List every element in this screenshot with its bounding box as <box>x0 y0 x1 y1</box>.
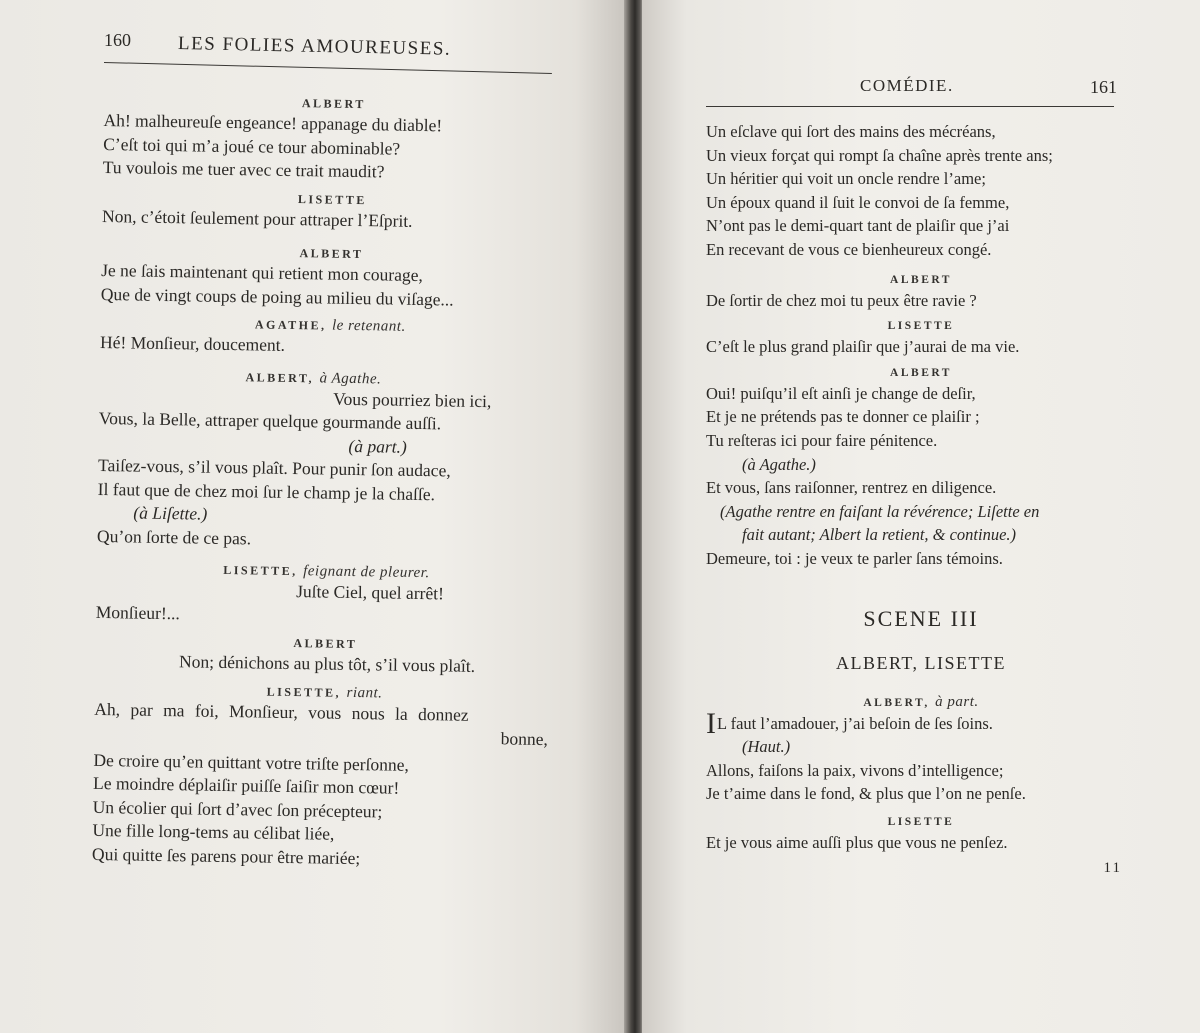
verse-line: Oui! puiſqu’il eſt ainſi je change de deſir, <box>706 383 976 403</box>
verse-line: Que de vingt coups de poing au milieu du viſage... <box>100 283 454 310</box>
stage-direction: (à part.) <box>348 435 407 457</box>
stage-direction: riant. <box>346 684 383 701</box>
verse-line: Et je ne prétends pas te donner ce plaiſir ; <box>706 407 980 427</box>
header-rule <box>104 62 552 74</box>
verse-line: En recevant de vous ce bienheureux congé. <box>706 239 992 259</box>
speaker-name: LISETTE, feignant de pleurer. <box>223 562 430 582</box>
verse-line: Vous pourriez bien ici, <box>333 388 492 411</box>
page-number: 160 <box>104 30 131 50</box>
verse-line: Hé! Monſieur, doucement. <box>99 331 286 355</box>
book-gutter <box>624 0 644 1033</box>
verse-line: Un vieux forçat qui rompt ſa chaîne après trente ans; <box>706 145 1053 165</box>
verse-text: L faut l’amadouer, j’ai beſoin de ſes ſoins. <box>717 713 993 733</box>
drop-cap: I <box>706 706 716 740</box>
speaker-name: ALBERT <box>301 96 366 112</box>
stage-direction: (à Agathe.) <box>742 454 816 474</box>
page-number: 161 <box>1090 77 1117 97</box>
stage-direction: à Agathe. <box>319 369 382 387</box>
verse-line: Non; dénichons au plus tôt, s’il vous plaît. <box>178 651 476 676</box>
stage-direction: feignant de pleurer. <box>303 563 430 582</box>
verse-line: Vous, la Belle, attraper quelque gourmande auſſi. <box>98 407 442 434</box>
verse-line: C’eſt toi qui m’a joué ce tour abominable? <box>103 133 401 159</box>
scene-characters: ALBERT, LISETTE <box>835 653 1007 674</box>
verse-line: Le moindre déplaiſir puiſſe ſaiſir mon cœur! <box>92 772 400 798</box>
stage-direction: (à Liſette.) <box>133 502 208 524</box>
verse-line: Je t’aime dans le fond, & plus que l’on ne penſe. <box>706 784 1026 804</box>
verse-line: Il faut que de chez moi ſur le champ je la chaſſe. <box>97 478 436 504</box>
signature-mark: 11 <box>1103 859 1122 876</box>
verse-line: Et je vous aime auſſi plus que vous ne penſez. <box>706 833 1008 853</box>
speaker-name: AGATHE, le retenant. <box>254 317 406 335</box>
verse-line: Qu’on ſorte de ce pas. <box>96 525 252 548</box>
verse-line: Allons, faiſons la paix, vivons d’intelligence; <box>706 760 1004 780</box>
verse-line: C’eſt le plus grand plaiſir que j’aurai de ma vie. <box>706 337 1020 357</box>
speaker-name: LISETTE <box>887 816 955 829</box>
left-text-block <box>92 92 564 873</box>
verse-line: Non, c’étoit ſeulement pour attraper l’Eſprit. <box>101 205 413 231</box>
verse-line: Taiſez-vous, s’il vous plaît. Pour punir ſon audace, <box>97 454 451 481</box>
right-page <box>642 0 1200 1033</box>
verse-line: Un écolier qui ſort d’avec ſon précepteur; <box>92 796 383 821</box>
verse-line: Une fille long-tems au célibat liée, <box>92 819 335 844</box>
verse-line: Demeure, toi : je veux te parler ſans témoins. <box>706 548 1003 568</box>
scene-title: SCENE III <box>863 605 979 631</box>
verse-line: Je ne ſais maintenant qui retient mon courage, <box>101 259 424 286</box>
stage-direction: le retenant. <box>331 317 406 335</box>
verse-line: Juſte Ciel, quel arrêt! <box>296 581 445 604</box>
verse-line: Monſieur!... <box>95 601 181 623</box>
running-head: COMÉDIE. <box>860 76 954 95</box>
speaker-name: ALBERT, à Agathe. <box>245 369 382 387</box>
running-head: LES FOLIES AMOUREUSES. <box>177 33 452 60</box>
verse-line: De croire qu’en quittant votre triſte perſonne, <box>93 749 410 775</box>
verse-line: Tu reſteras ici pour faire pénitence. <box>706 430 938 450</box>
verse-line: De ſortir de chez moi tu peux être ravie ? <box>706 290 977 310</box>
verse-line: Un époux quand il ſuit le convoi de ſa femme, <box>706 192 1010 212</box>
verse-line: Ah, par ma foi, Monſieur, vous nous la donnez <box>94 698 469 725</box>
right-text-block <box>706 120 1136 880</box>
verse-line: Et vous, ſans raiſonner, rentrez en diligence. <box>706 478 997 498</box>
speaker-name: LISETTE <box>297 191 367 207</box>
speaker-name: ALBERT <box>890 366 952 379</box>
verse-line: Tu voulois me tuer avec ce trait maudit? <box>102 156 385 182</box>
speaker-name: LISETTE <box>887 320 955 333</box>
stage-direction: fait autant; Albert la retient, & continue.) <box>742 525 1017 545</box>
verse-line: Ah! malheureuſe engeance! appanage du diable! <box>103 109 443 136</box>
verse-line <box>706 706 1136 740</box>
verse-line: N’ont pas le demi-quart tant de plaiſir que j’ai <box>706 216 1010 236</box>
verse-line: Un eſclave qui ſort des mains des mécréans, <box>706 122 996 141</box>
speaker-name: ALBERT <box>890 273 952 286</box>
header-rule <box>706 106 1114 107</box>
stage-direction: à part. <box>935 693 979 710</box>
speaker-name: ALBERT, à part. <box>863 693 979 710</box>
verse-line: Un héritier qui voit un oncle rendre l’ame; <box>706 169 986 189</box>
stage-direction: (Agathe rentre en faiſant la révérence; Liſette en <box>720 501 1040 521</box>
verse-line: Qui quitte ſes parens pour être mariée; <box>91 843 361 868</box>
speaker-name: ALBERT <box>299 246 364 262</box>
speaker-name: ALBERT <box>293 636 358 652</box>
verse-line: bonne, <box>500 728 549 750</box>
speaker-name: LISETTE, riant. <box>266 684 383 701</box>
stage-direction: (Haut.) <box>742 737 791 757</box>
